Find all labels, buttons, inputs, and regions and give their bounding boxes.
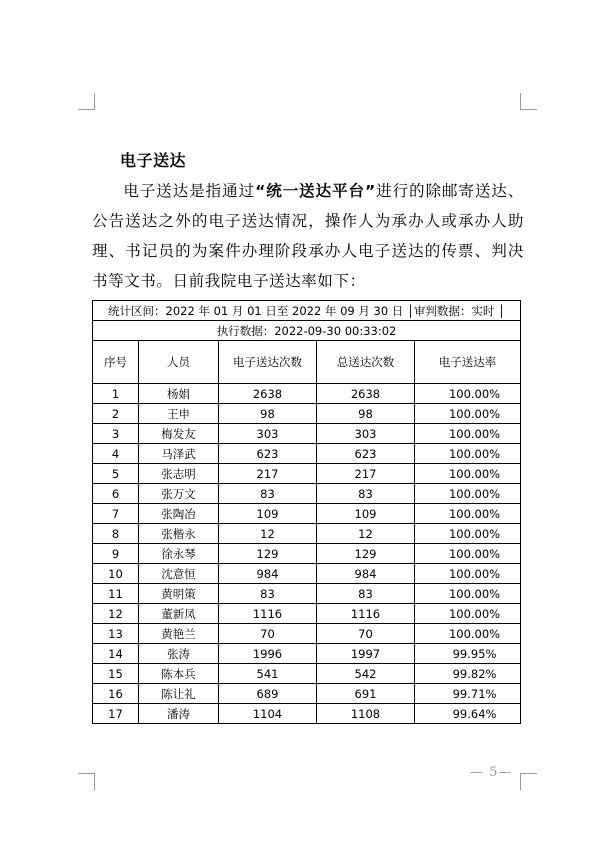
row-person: 潘涛 — [139, 704, 219, 724]
row-total-count: 984 — [317, 564, 415, 584]
row-total-count: 623 — [317, 444, 415, 464]
row-person: 黄明策 — [139, 584, 219, 604]
row-electronic-count: 984 — [219, 564, 317, 584]
row-electronic-count: 98 — [219, 404, 317, 424]
row-rate: 99.95% — [415, 644, 521, 664]
row-electronic-count: 689 — [219, 684, 317, 704]
row-rate: 100.00% — [415, 484, 521, 504]
paragraph-part1: 电子送达是指通过 — [123, 182, 256, 200]
row-index: 1 — [93, 384, 139, 404]
row-electronic-count: 109 — [219, 504, 317, 524]
header-person: 人员 — [139, 341, 219, 384]
table-row — [93, 384, 521, 404]
row-person: 张涛 — [139, 644, 219, 664]
row-index: 6 — [93, 484, 139, 504]
row-index: 11 — [93, 584, 139, 604]
row-electronic-count: 70 — [219, 624, 317, 644]
header-total-count: 总送达次数 — [317, 341, 415, 384]
row-rate: 100.00% — [415, 424, 521, 444]
row-total-count: 129 — [317, 544, 415, 564]
table-row — [93, 644, 521, 664]
crop-mark-top-right — [520, 93, 537, 110]
row-rate: 100.00% — [415, 444, 521, 464]
crop-mark-top-left — [78, 93, 95, 110]
row-rate: 100.00% — [415, 524, 521, 544]
row-total-count: 691 — [317, 684, 415, 704]
row-index: 14 — [93, 644, 139, 664]
row-total-count: 542 — [317, 664, 415, 684]
row-person: 梅发友 — [139, 424, 219, 444]
row-electronic-count: 12 — [219, 524, 317, 544]
paragraph-highlight: “统一送达平台” — [255, 182, 376, 200]
row-person: 马泽武 — [139, 444, 219, 464]
table-row — [93, 604, 521, 624]
row-person: 张陶冶 — [139, 504, 219, 524]
row-index: 15 — [93, 664, 139, 684]
row-rate: 99.82% — [415, 664, 521, 684]
row-rate: 100.00% — [415, 584, 521, 604]
row-electronic-count: 2638 — [219, 384, 317, 404]
row-index: 4 — [93, 444, 139, 464]
crop-mark-bottom-right — [520, 773, 537, 790]
row-total-count: 83 — [317, 584, 415, 604]
row-total-count: 1997 — [317, 644, 415, 664]
row-index: 8 — [93, 524, 139, 544]
row-rate: 100.00% — [415, 544, 521, 564]
row-rate: 100.00% — [415, 464, 521, 484]
row-electronic-count: 83 — [219, 584, 317, 604]
row-person: 张志明 — [139, 464, 219, 484]
row-total-count: 12 — [317, 524, 415, 544]
row-electronic-count: 129 — [219, 544, 317, 564]
table-row — [93, 684, 521, 704]
row-rate: 100.00% — [415, 564, 521, 584]
row-index: 10 — [93, 564, 139, 584]
row-total-count: 70 — [317, 624, 415, 644]
row-rate: 100.00% — [415, 384, 521, 404]
header-rate: 电子送达率 — [415, 341, 521, 384]
table-row — [93, 504, 521, 524]
row-person: 陈让礼 — [139, 684, 219, 704]
row-index: 16 — [93, 684, 139, 704]
table-row — [93, 404, 521, 424]
crop-mark-bottom-left — [78, 773, 95, 790]
table-row — [93, 704, 521, 724]
row-person: 王申 — [139, 404, 219, 424]
table-row — [93, 484, 521, 504]
row-index: 3 — [93, 424, 139, 444]
row-person: 董新凤 — [139, 604, 219, 624]
table-row — [93, 424, 521, 444]
table-row — [93, 584, 521, 604]
row-index: 7 — [93, 504, 139, 524]
row-person: 徐永琴 — [139, 544, 219, 564]
row-index: 9 — [93, 544, 139, 564]
delivery-stats-table — [92, 300, 521, 724]
stats-period-row — [93, 301, 521, 321]
table-row — [93, 464, 521, 484]
row-total-count: 98 — [317, 404, 415, 424]
row-person: 陈本兵 — [139, 664, 219, 684]
row-electronic-count: 83 — [219, 484, 317, 504]
row-index: 2 — [93, 404, 139, 424]
row-total-count: 1116 — [317, 604, 415, 624]
page-number: — 5— — [470, 765, 513, 780]
row-rate: 99.64% — [415, 704, 521, 724]
row-electronic-count: 541 — [219, 664, 317, 684]
row-total-count: 83 — [317, 484, 415, 504]
row-electronic-count: 623 — [219, 444, 317, 464]
row-index: 5 — [93, 464, 139, 484]
table-row — [93, 544, 521, 564]
row-rate: 100.00% — [415, 404, 521, 424]
row-person: 杨娟 — [139, 384, 219, 404]
table-row — [93, 624, 521, 644]
row-electronic-count: 1116 — [219, 604, 317, 624]
row-person: 张万文 — [139, 484, 219, 504]
exec-data-cell: 执行数据：2022-09-30 00:33:02 — [93, 321, 521, 341]
table-row — [93, 564, 521, 584]
row-person: 沈意恒 — [139, 564, 219, 584]
row-total-count: 2638 — [317, 384, 415, 404]
header-index: 序号 — [93, 341, 139, 384]
paragraph-part2: 进行的除邮寄送达、公告送达之外的电子送达情况，操作人为承办人或承办人助理、书记员的为案件办理阶段承办人电子送达的传票、判决书等文书。日前我院电子送达率如下： — [92, 182, 524, 290]
table-header-row — [93, 341, 521, 384]
row-rate: 100.00% — [415, 624, 521, 644]
row-person: 张楷永 — [139, 524, 219, 544]
row-electronic-count: 303 — [219, 424, 317, 444]
row-index: 12 — [93, 604, 139, 624]
stats-period-cell: 统计区间：2022 年 01 月 01 日至 2022 年 09 月 30 日 │审判数据：实时 │ — [93, 301, 521, 321]
row-electronic-count: 217 — [219, 464, 317, 484]
row-rate: 100.00% — [415, 504, 521, 524]
row-electronic-count: 1996 — [219, 644, 317, 664]
row-total-count: 109 — [317, 504, 415, 524]
exec-data-row — [93, 321, 521, 341]
row-rate: 100.00% — [415, 604, 521, 624]
section-title: 电子送达 — [120, 151, 187, 170]
table-row — [93, 444, 521, 464]
row-total-count: 1108 — [317, 704, 415, 724]
table-row — [93, 664, 521, 684]
row-person: 黄艳兰 — [139, 624, 219, 644]
row-total-count: 303 — [317, 424, 415, 444]
row-total-count: 217 — [317, 464, 415, 484]
table-row — [93, 524, 521, 544]
row-electronic-count: 1104 — [219, 704, 317, 724]
body-paragraph — [92, 176, 524, 296]
row-index: 13 — [93, 624, 139, 644]
header-electronic-count: 电子送达次数 — [219, 341, 317, 384]
row-rate: 99.71% — [415, 684, 521, 704]
row-index: 17 — [93, 704, 139, 724]
